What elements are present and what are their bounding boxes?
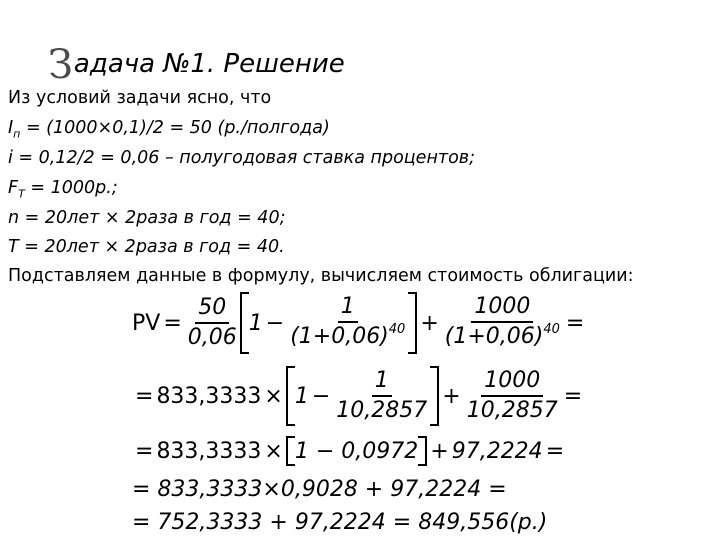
- right-bracket: [418, 436, 427, 466]
- equals-sign: =: [565, 310, 585, 336]
- coupon-symbol: I: [8, 118, 14, 138]
- coupon-subscript: п: [13, 127, 21, 141]
- text-line-3: [8, 148, 475, 168]
- text-line-1: Из условий задачи ясно, что: [8, 88, 272, 108]
- fraction-face-value: [464, 367, 561, 425]
- right-bracket: [430, 366, 439, 426]
- title-text: адача №1. Решение: [73, 49, 345, 79]
- formula-row-1: [132, 292, 587, 354]
- formula-row-2: [132, 366, 585, 426]
- plus-sign: +: [430, 438, 449, 464]
- plus-sign: +: [420, 310, 439, 336]
- value: 97,2224: [451, 438, 543, 464]
- rate-formula: i = 0,12/2 = 0,06 –: [8, 148, 180, 168]
- denominator: 0,06: [187, 325, 237, 350]
- formula-row-5: = 752,3333 + 97,2224 = 849,556(р.): [132, 509, 548, 535]
- denominator: 10,2857: [336, 398, 428, 423]
- right-bracket: [408, 292, 417, 354]
- equals-sign: =: [135, 438, 154, 464]
- text-line-5: n = 20лет × 2раза в год = 40;: [8, 208, 286, 228]
- numerator: 1: [338, 293, 358, 323]
- text-line-6: T = 20лет × 2раза в год = 40.: [8, 237, 285, 257]
- text-line-4: [8, 178, 118, 201]
- equals-sign: =: [163, 310, 182, 336]
- pv-symbol: PV: [132, 310, 161, 336]
- denominator: $(1+0,06)^{40}$: [290, 321, 406, 349]
- face-value-formula: = 1000р.;: [24, 178, 118, 198]
- numerator: 1000: [481, 367, 543, 397]
- times-sign: ×: [264, 383, 283, 409]
- fraction-discount: [287, 293, 408, 354]
- numerator: 1000: [471, 293, 533, 323]
- fraction-face-value: [442, 293, 563, 354]
- face-value-subscript: T: [18, 187, 25, 201]
- coefficient: 833,3333: [156, 438, 262, 464]
- numerator: 50: [195, 294, 229, 324]
- one: 1: [294, 383, 309, 409]
- bracket-content: 1 − 0,0972: [294, 438, 419, 464]
- one: 1: [248, 310, 263, 336]
- equals-sign: =: [563, 383, 583, 409]
- formula-row-3: [132, 436, 567, 466]
- plus-sign: +: [442, 383, 461, 409]
- coupon-formula: = (1000×0,1)/2 = 50 (р./полгода): [20, 118, 330, 138]
- denominator: 10,2857: [466, 398, 558, 423]
- left-bracket: [286, 366, 295, 426]
- minus-sign: −: [311, 383, 331, 409]
- equals-sign: =: [135, 383, 154, 409]
- formula-row-4: = 833,3333×0,9028 + 97,2224 =: [132, 476, 507, 502]
- coefficient: 833,3333: [156, 383, 262, 409]
- face-value-symbol: F: [8, 178, 19, 198]
- left-bracket: [240, 292, 249, 354]
- times-sign: ×: [264, 438, 283, 464]
- rate-description: полугодовая ставка процентов;: [179, 148, 476, 168]
- title-initial: З: [48, 42, 73, 88]
- text-line-7: Подставляем данные в формулу, вычисляем стоимость облигации:: [8, 266, 634, 286]
- text-line-2: [8, 118, 330, 141]
- numerator: 1: [372, 367, 392, 397]
- minus-sign: −: [265, 310, 285, 336]
- fraction-discount: [333, 367, 430, 425]
- slide-title: [48, 36, 345, 88]
- equals-sign: =: [545, 438, 565, 464]
- left-bracket: [286, 436, 295, 466]
- denominator: $(1+0,06)^{40}$: [444, 321, 560, 349]
- fraction-coupon-rate: [185, 294, 240, 352]
